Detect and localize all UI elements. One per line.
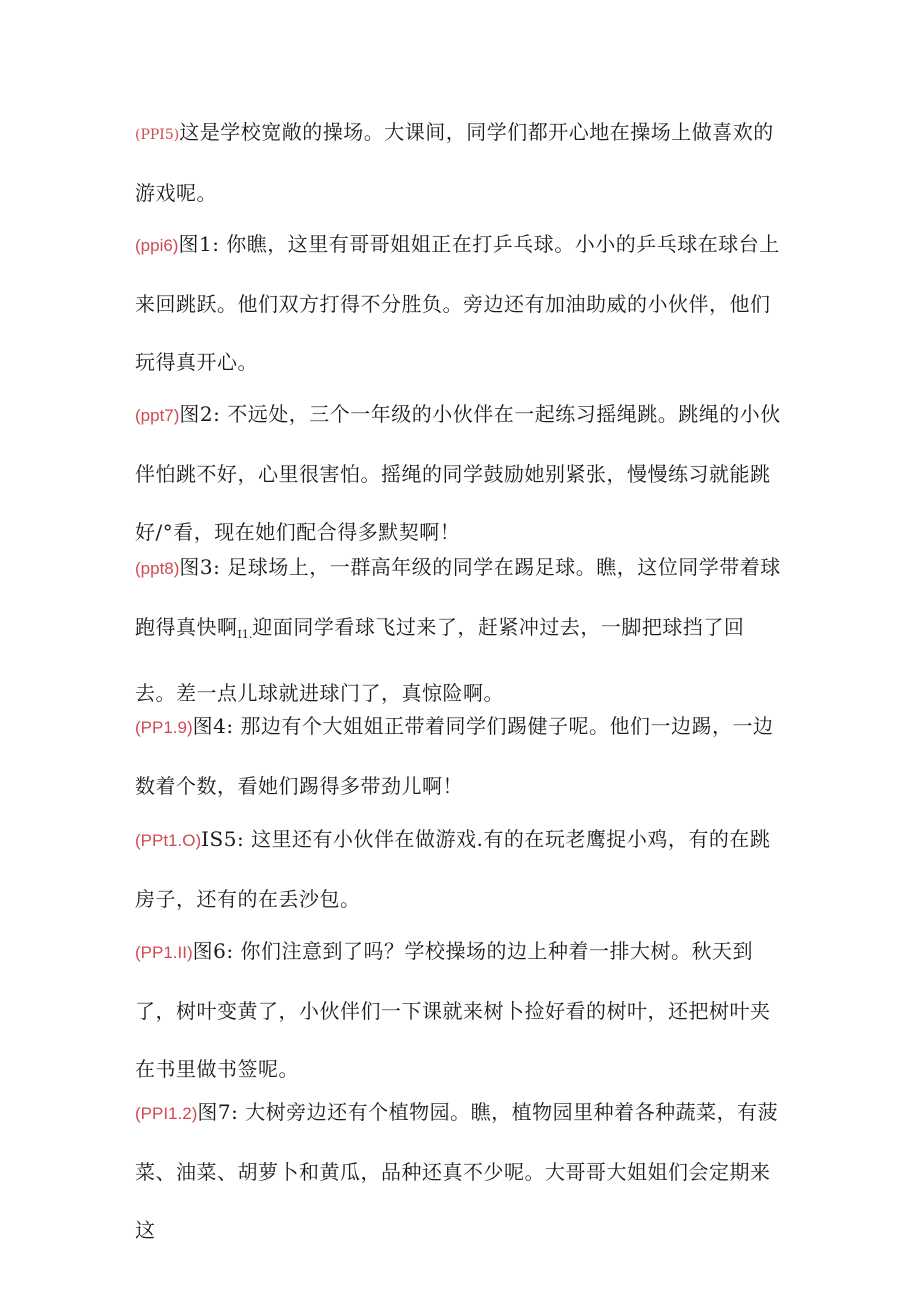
slide-label: (ppt7) <box>135 406 180 425</box>
paragraph-text: 迎面同学看球飞过来了，赶紧冲过去，一脚把球挡了回去。差一点儿球就进球门了，真惊险啊。 <box>135 615 745 705</box>
slide-label: (ppt8) <box>135 559 180 578</box>
paragraph-2 <box>135 215 785 391</box>
slide-label: (PPt1.O) <box>135 831 202 850</box>
paragraph-5 <box>135 697 785 815</box>
paragraph-text: 足球场上，一群高年级的同学在踢足球。瞧，这位同学带着球跑得真快啊 <box>135 555 781 639</box>
paragraph-text: 不远处，三个一年级的小伙伴在一起练习摇绳跳。跳绳的小伙伴怕跳不好，心里很害怕。摇绳的同学鼓励她别紧张，慢慢练习就能跳好/°看，现在她们配合得多默契啊！ <box>135 402 781 544</box>
figure-label: 图3: <box>179 555 221 579</box>
paragraph-text: 大树旁边还有个植物园。瞧，植物园里种着各种蔬菜，有菠菜、油菜、胡萝卜和黄瓜，品种还真不少呢。大哥哥大姐姐们会定期来这 <box>135 1100 779 1242</box>
figure-label: 图2: <box>179 402 221 426</box>
paragraph-4 <box>135 538 785 722</box>
slide-label: (PP1.II) <box>135 943 193 962</box>
figure-label: 图1: <box>178 232 220 256</box>
paragraph-text: 那边有个大姐姐正带着同学们踢健子呢。他们一边踢，一边数着个数，看她们踢得多带劲儿啊！ <box>135 714 774 798</box>
slide-label: (PPI1.2) <box>135 1104 198 1123</box>
figure-label: 图7: <box>197 1100 239 1124</box>
slide-label: (PPI5) <box>135 127 180 143</box>
figure-label: 图6: <box>192 939 234 963</box>
paragraph-3 <box>135 385 785 561</box>
inline-marker: I1. <box>237 628 253 641</box>
figure-label: 图4: <box>192 714 234 738</box>
paragraph-text: 你们注意到了吗？学校操场的边上种着一排大树。秋天到了，树叶变黄了，小伙伴们一下课就来树卜捡好看的树叶，还把树叶夹在书里做书签呢。 <box>135 939 771 1081</box>
figure-label: IS5: <box>201 827 245 851</box>
paragraph-7 <box>135 922 785 1098</box>
slide-label: (PP1.9) <box>135 718 193 737</box>
paragraph-text: 这是学校宽敞的操场。大课间，同学们都开心地在操场上做喜欢的游戏呢。 <box>135 120 774 205</box>
paragraph-text: 这里还有小伙伴在做游戏.有的在玩老鹰捉小鸡，有的在跳房子，还有的在丢沙包。 <box>135 827 771 911</box>
paragraph-text: 你瞧，这里有哥哥姐姐正在打乒乓球。小小的乒乓球在球台上来回跳跃。他们双方打得不分胜负。旁边还有加油助威的小伙伴，他们玩得真开心。 <box>135 232 780 374</box>
paragraph-6 <box>135 810 785 928</box>
paragraph-8 <box>135 1083 785 1259</box>
paragraph-1 <box>135 103 785 222</box>
slide-label: (ppi6) <box>135 236 179 255</box>
